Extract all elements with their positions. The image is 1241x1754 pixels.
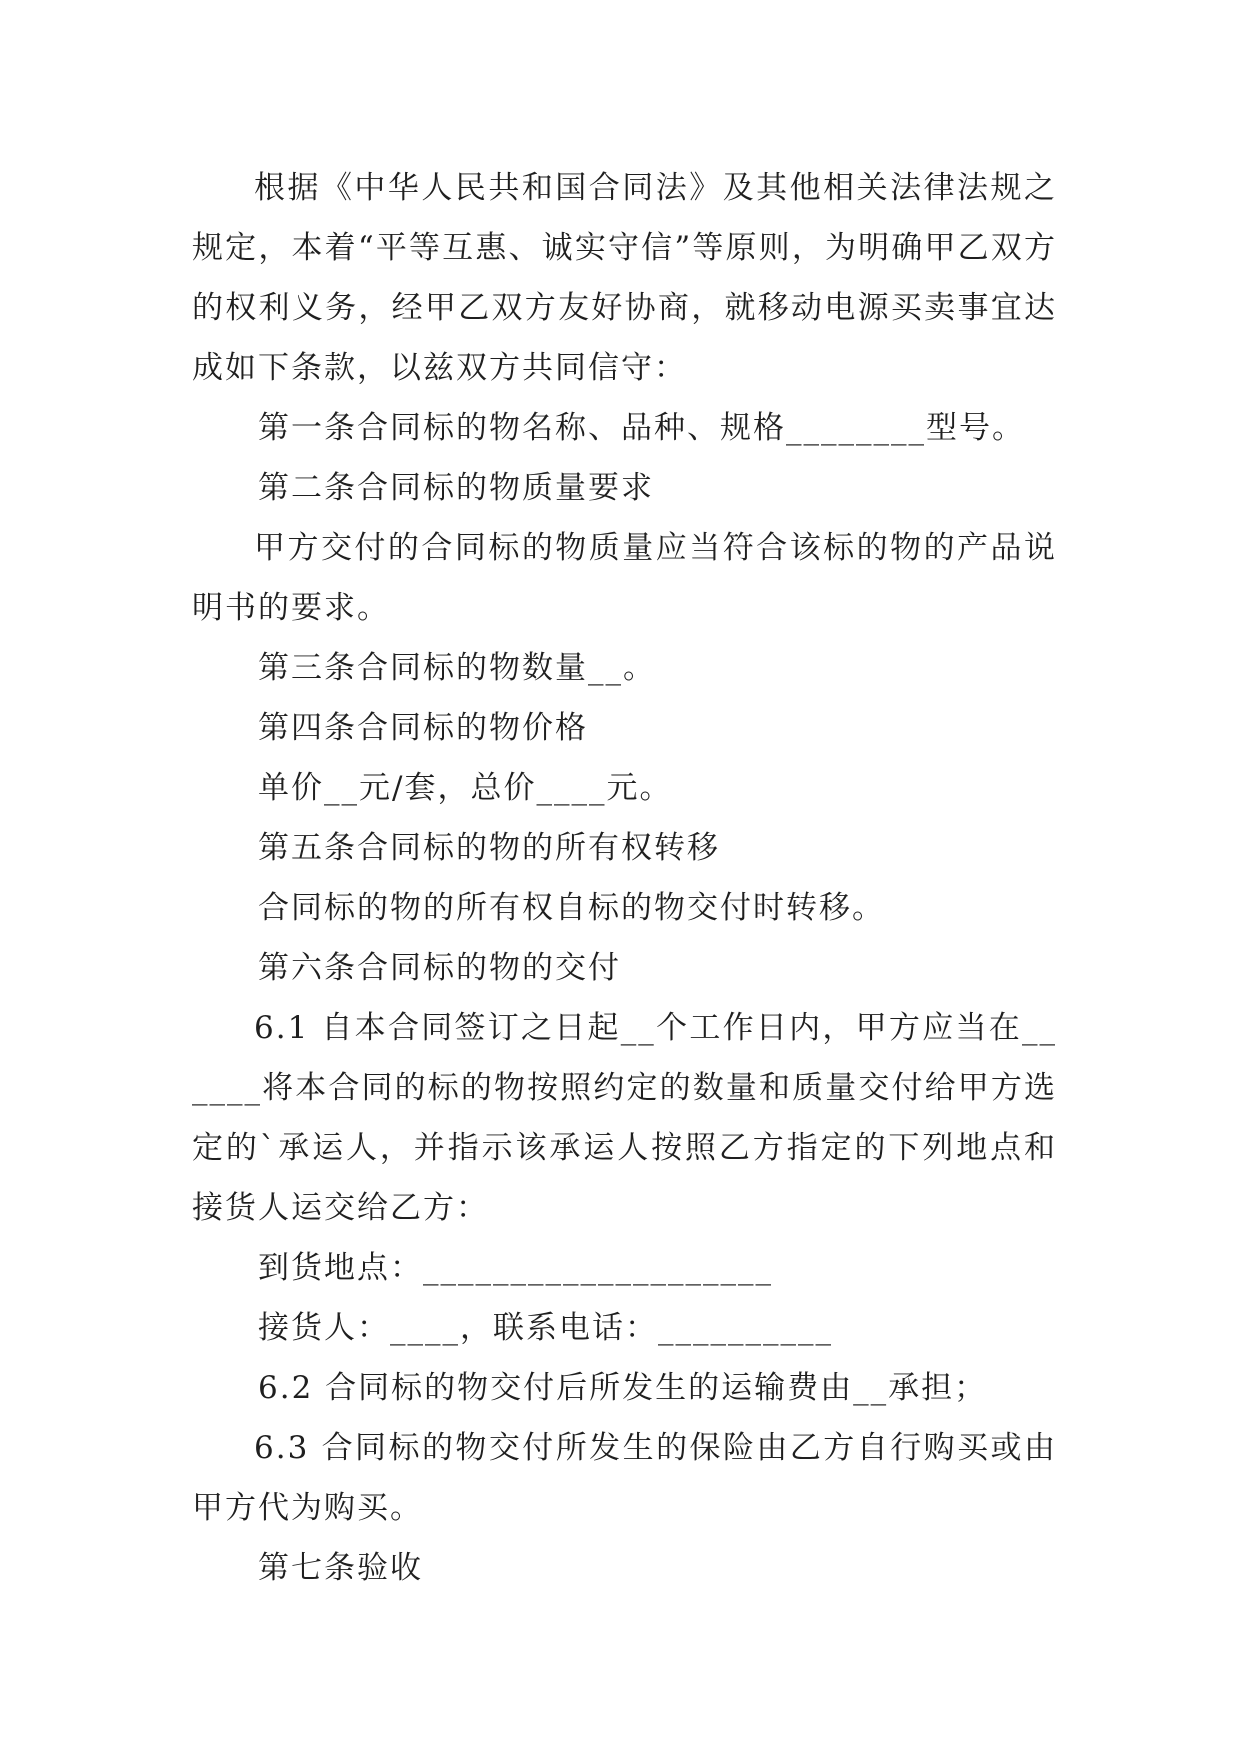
delivery-place-line: 到货地点：____________________ <box>258 1250 773 1286</box>
article-6-3: 6.3 合同标的物交付所发生的保险由乙方自行购买或由甲方代为购买。 <box>192 1430 1057 1526</box>
intro-paragraph: 根据《中华人民共和国合同法》及其他相关法律法规之规定，本着“平等互惠、诚实守信”等原则，为明确甲乙双方的权利义务，经甲乙双方友好协商，就移动电源买卖事宜达成如下条款，以兹双方共同信守： <box>192 170 1057 386</box>
article-4-price: 单价__元/套，总价____元。 <box>258 770 673 806</box>
article-4-title: 第四条合同标的物价格 <box>258 710 588 746</box>
article-2-body: 甲方交付的合同标的物质量应当符合该标的物的产品说明书的要求。 <box>192 530 1057 626</box>
article-6-title: 第六条合同标的物的交付 <box>258 950 621 986</box>
contract-body <box>192 158 1057 1598</box>
article-5-title: 第五条合同标的物的所有权转移 <box>258 830 720 866</box>
article-6-2: 6.2 合同标的物交付后所发生的运输费由__承担； <box>258 1370 988 1406</box>
article-1: 第一条合同标的物名称、品种、规格________型号。 <box>258 410 1025 446</box>
article-7-title: 第七条验收 <box>258 1550 423 1586</box>
article-3: 第三条合同标的物数量__。 <box>258 650 656 686</box>
article-6-1: 6.1 自本合同签订之日起__个工作日内，甲方应当在______将本合同的标的物按照约定的数量和质量交付给甲方选定的`承运人，并指示该承运人按照乙方指定的下列地点和接货人运交给乙方： <box>192 1010 1057 1226</box>
article-2-title: 第二条合同标的物质量要求 <box>258 470 654 506</box>
consignee-line: 接货人：____，联系电话：__________ <box>258 1310 833 1346</box>
article-5-body: 合同标的物的所有权自标的物交付时转移。 <box>258 890 885 926</box>
